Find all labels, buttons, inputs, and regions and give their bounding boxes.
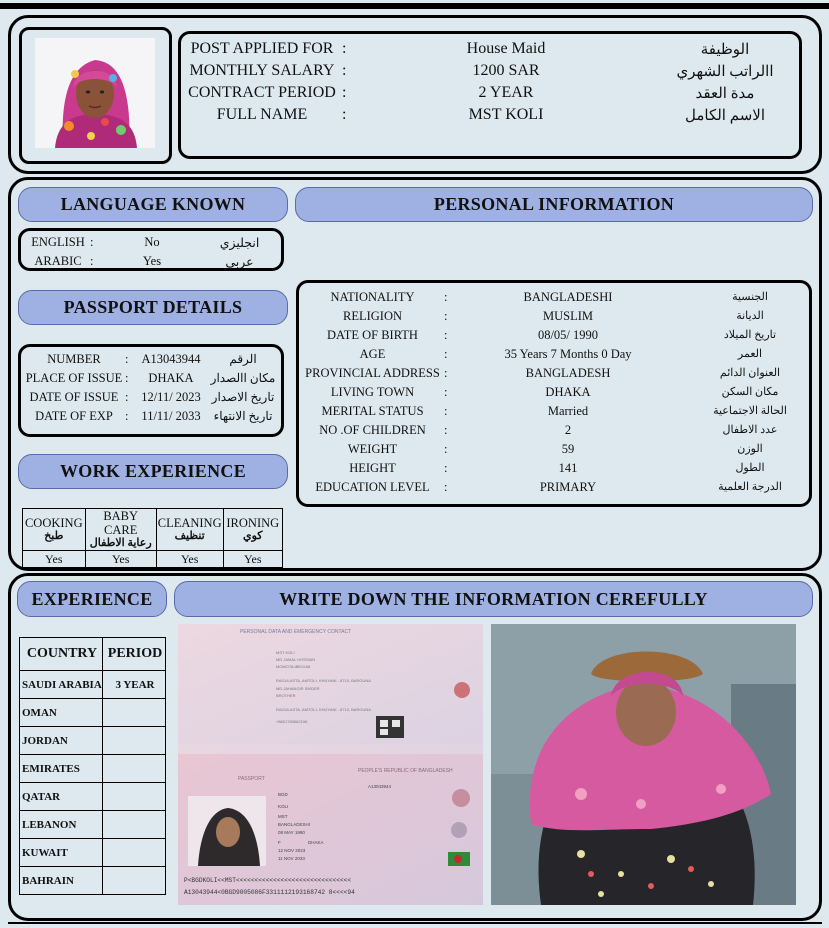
work-skill-ar: طبخ bbox=[44, 530, 64, 542]
personal-info-colon: : bbox=[444, 442, 448, 456]
personal-info-arabic: الوزن bbox=[737, 443, 763, 455]
notice-title: WRITE DOWN THE INFORMATION CEREFULLY bbox=[174, 581, 813, 617]
experience-country: EMIRATES bbox=[20, 755, 103, 783]
work-skill-header bbox=[85, 509, 156, 551]
job-info-label: POST APPLIED FOR bbox=[190, 40, 334, 57]
scan-expiry: 11 NOV 2033 bbox=[278, 856, 305, 861]
job-info-row bbox=[180, 84, 800, 104]
personal-info-colon: : bbox=[444, 423, 448, 437]
language-row bbox=[22, 254, 282, 270]
personal-info-arabic: الدرجة العلمية bbox=[718, 481, 782, 493]
scan-surname: KOLI bbox=[278, 804, 289, 809]
scan-place: DHAKA bbox=[308, 840, 324, 845]
language-row bbox=[22, 235, 282, 251]
bottom-divider bbox=[8, 922, 822, 924]
experience-country: BAHRAIN bbox=[20, 867, 103, 895]
passport-value: 12/11/ 2023 bbox=[141, 390, 201, 404]
experience-title: EXPERIENCE bbox=[17, 581, 167, 617]
passport-row bbox=[22, 371, 282, 387]
experience-period: 3 YEAR bbox=[103, 671, 166, 699]
job-info-label: MONTHLY SALARY bbox=[189, 62, 335, 79]
profile-photo bbox=[35, 38, 155, 148]
experience-row bbox=[20, 671, 166, 699]
personal-info-colon: : bbox=[444, 290, 448, 304]
personal-info-colon: : bbox=[444, 404, 448, 418]
work-skill-en: BABY CARE bbox=[103, 509, 139, 537]
passport-colon: : bbox=[125, 390, 129, 404]
job-info-arabic: االراتب الشهري bbox=[676, 64, 774, 80]
personal-info-row bbox=[300, 461, 808, 477]
personal-info-value: 141 bbox=[558, 461, 578, 475]
personal-info-value: PRIMARY bbox=[539, 480, 597, 494]
scan-top-relation: BROTHER bbox=[276, 693, 296, 698]
scan-passport-word: PASSPORT bbox=[238, 776, 265, 782]
job-info-value: MST KOLI bbox=[468, 106, 544, 123]
language-label: ENGLISH bbox=[31, 235, 85, 249]
work-skill-en: COOKING bbox=[24, 516, 83, 530]
job-info-colon: : bbox=[342, 84, 347, 101]
job-info-row bbox=[180, 40, 800, 60]
personal-info-row bbox=[300, 347, 808, 363]
personal-info-row bbox=[300, 442, 808, 458]
personal-info-arabic: الطول bbox=[735, 462, 765, 474]
experience-row bbox=[20, 867, 166, 895]
job-info-value: 2 YEAR bbox=[478, 84, 534, 101]
personal-info-row bbox=[300, 385, 808, 401]
personal-info-label: RELIGION bbox=[342, 309, 402, 323]
experience-row bbox=[20, 755, 166, 783]
personal-info-value: MUSLIM bbox=[542, 309, 593, 323]
work-skill-header bbox=[156, 509, 223, 551]
scan-mrz-line-2: A13043944<0BGD9005086F3311112193168742 8<<<<94 bbox=[184, 889, 355, 896]
personal-info-colon: : bbox=[444, 347, 448, 361]
experience-period bbox=[103, 727, 166, 755]
experience-row bbox=[20, 699, 166, 727]
personal-info-colon: : bbox=[444, 461, 448, 475]
passport-row bbox=[22, 409, 282, 425]
period-header: PERIOD bbox=[103, 638, 166, 671]
personal-info-label: MERITAL STATUS bbox=[321, 404, 424, 418]
personal-info-arabic: الجنسية bbox=[732, 291, 768, 303]
personal-info-arabic: العمر bbox=[737, 348, 763, 360]
experience-country: LEBANON bbox=[20, 811, 103, 839]
experience-row bbox=[20, 811, 166, 839]
personal-info-arabic: تاريخ الميلاد bbox=[723, 329, 777, 341]
scan-top-father: MD JAMAL HOSSAIN bbox=[276, 657, 316, 662]
passport-scan-image bbox=[178, 624, 483, 905]
personal-info-title: PERSONAL INFORMATION bbox=[295, 187, 813, 222]
language-arabic: انجليزي bbox=[219, 236, 260, 250]
personal-info-label: NO .OF CHILDREN bbox=[319, 423, 426, 437]
personal-info-label: LIVING TOWN bbox=[330, 385, 415, 399]
work-skill-value: Yes bbox=[23, 551, 86, 568]
passport-value: DHAKA bbox=[148, 371, 194, 385]
work-skill-value: Yes bbox=[223, 551, 282, 568]
passport-value: A13043944 bbox=[141, 352, 201, 366]
experience-country: QATAR bbox=[20, 783, 103, 811]
scan-country: PEOPLE'S REPUBLIC OF BANGLADESH bbox=[358, 768, 453, 774]
scan-issue: 12 NOV 2023 bbox=[278, 848, 306, 853]
passport-colon: : bbox=[125, 371, 129, 385]
personal-info-label: DATE OF BIRTH bbox=[327, 328, 418, 342]
scan-top-phone: +8801783662106 bbox=[276, 719, 308, 724]
work-skill-en: IRONING bbox=[226, 516, 280, 530]
personal-info-label: PROVINCIAL ADDRESS bbox=[305, 366, 440, 380]
passport-arabic: تاريخ الانتهاء bbox=[213, 409, 273, 423]
country-header: COUNTRY bbox=[20, 638, 103, 671]
scan-nationality: BANGLADESHI bbox=[278, 822, 311, 827]
passport-row bbox=[22, 390, 282, 406]
passport-arabic: الرقم bbox=[229, 352, 257, 366]
personal-info-value: DHAKA bbox=[545, 385, 591, 399]
experience-period bbox=[103, 867, 166, 895]
personal-info-row bbox=[300, 404, 808, 420]
experience-row bbox=[20, 839, 166, 867]
work-skill-value: Yes bbox=[85, 551, 156, 568]
full-body-photo bbox=[491, 624, 796, 905]
scan-top-header: PERSONAL DATA AND EMERGENCY CONTACT bbox=[240, 629, 352, 635]
experience-country: OMAN bbox=[20, 699, 103, 727]
scan-number: A13043944 bbox=[368, 784, 392, 789]
personal-info-row bbox=[300, 328, 808, 344]
personal-info-arabic: العنوان الدائم bbox=[719, 367, 781, 379]
personal-info-colon: : bbox=[444, 385, 448, 399]
language-colon: : bbox=[90, 254, 94, 268]
personal-info-label: AGE bbox=[359, 347, 386, 361]
work-skill-ar: رعاية الاطفال bbox=[89, 537, 152, 549]
personal-info-label: EDUCATION LEVEL bbox=[315, 480, 430, 494]
job-info-arabic: الاسم الكامل bbox=[684, 108, 765, 124]
personal-info-row bbox=[300, 423, 808, 439]
language-arabic: عربي bbox=[225, 255, 254, 269]
passport-colon: : bbox=[125, 409, 129, 423]
language-title: LANGUAGE KNOWN bbox=[18, 187, 288, 222]
experience-row bbox=[20, 783, 166, 811]
passport-colon: : bbox=[125, 352, 129, 366]
personal-info-label: WEIGHT bbox=[347, 442, 398, 456]
personal-info-row bbox=[300, 480, 808, 496]
passport-arabic: تاريخ الاصدار bbox=[211, 390, 275, 404]
scan-given: MST bbox=[278, 814, 288, 819]
experience-table bbox=[19, 637, 166, 895]
personal-info-value: 35 Years 7 Months 0 Day bbox=[504, 347, 632, 361]
work-experience-title: WORK EXPERIENCE bbox=[18, 454, 288, 489]
work-skill-ar: كوي bbox=[243, 530, 263, 542]
scan-mrz-line-1: P<BGDKOLI<<MST<<<<<<<<<<<<<<<<<<<<<<<<<<<<<<< bbox=[184, 877, 352, 884]
passport-label: DATE OF ISSUE bbox=[29, 390, 119, 404]
experience-period bbox=[103, 699, 166, 727]
personal-info-arabic: عدد الاطفال bbox=[722, 424, 778, 436]
personal-info-value: BANGLADESH bbox=[525, 366, 611, 380]
language-label: ARABIC bbox=[34, 254, 82, 268]
job-info-arabic: الوظيفة bbox=[700, 42, 750, 58]
personal-info-colon: : bbox=[444, 309, 448, 323]
experience-period bbox=[103, 839, 166, 867]
scan-top-name: MST KOLI bbox=[276, 650, 295, 655]
personal-info-label: NATIONALITY bbox=[330, 290, 415, 304]
passport-arabic: مكان االصدار bbox=[210, 371, 276, 385]
job-info-colon: : bbox=[342, 106, 347, 123]
job-info-value: House Maid bbox=[466, 40, 546, 57]
passport-value: 11/11/ 2033 bbox=[141, 409, 201, 423]
personal-info-value: BANGLADESHI bbox=[523, 290, 613, 304]
passport-label: PLACE OF ISSUE bbox=[25, 371, 123, 385]
work-skill-ar: تنظيف bbox=[174, 530, 205, 542]
job-info-row bbox=[180, 106, 800, 126]
experience-country: KUWAIT bbox=[20, 839, 103, 867]
personal-info-colon: : bbox=[444, 366, 448, 380]
scan-top-mother: MOMOTAJBEGUM bbox=[276, 664, 311, 669]
personal-info-row bbox=[300, 290, 808, 306]
scan-top-contact: MD JAHANGIR SIKDER bbox=[276, 686, 320, 691]
work-skill-value: Yes bbox=[156, 551, 223, 568]
job-info-label: CONTRACT PERIOD bbox=[188, 84, 336, 101]
passport-title: PASSPORT DETAILS bbox=[18, 290, 288, 325]
personal-info-arabic: مكان السكن bbox=[721, 386, 779, 398]
experience-period bbox=[103, 755, 166, 783]
work-skill-en: CLEANING bbox=[157, 516, 222, 530]
passport-label: DATE OF EXP bbox=[35, 409, 113, 423]
job-info-arabic: مدة العقد bbox=[695, 86, 755, 102]
passport-row bbox=[22, 352, 282, 368]
language-colon: : bbox=[90, 235, 94, 249]
personal-info-arabic: الحالة الاجتماعية bbox=[713, 405, 787, 417]
scan-sex: F bbox=[278, 840, 281, 845]
personal-info-value: 2 bbox=[564, 423, 572, 437]
work-experience-table bbox=[22, 508, 283, 568]
experience-period bbox=[103, 811, 166, 839]
job-info-colon: : bbox=[342, 62, 347, 79]
work-skill-header bbox=[23, 509, 86, 551]
personal-info-label: HEIGHT bbox=[349, 461, 396, 475]
scan-top-address-2: RAGULASTA, AMTOLI, KHUYANI - 8710, BARGUNA bbox=[276, 707, 371, 712]
personal-info-row bbox=[300, 366, 808, 382]
scan-dob: 08 MAY 1990 bbox=[278, 830, 305, 835]
scan-code: BGD bbox=[278, 792, 288, 797]
experience-period bbox=[103, 783, 166, 811]
job-info-label: FULL NAME bbox=[216, 106, 308, 123]
scan-top-address: RAGULASTA, AMTOLI, KHUYANI - 8710, BARGUNA bbox=[276, 678, 371, 683]
job-info-colon: : bbox=[342, 40, 347, 57]
personal-info-value: 08/05/ 1990 bbox=[537, 328, 599, 342]
personal-info-value: 59 bbox=[561, 442, 575, 456]
job-info-row bbox=[180, 62, 800, 82]
language-value: Yes bbox=[142, 254, 162, 268]
personal-info-colon: : bbox=[444, 480, 448, 494]
experience-country: SAUDI ARABIA bbox=[20, 671, 103, 699]
experience-row bbox=[20, 727, 166, 755]
personal-info-value: Married bbox=[547, 404, 589, 418]
personal-info-row bbox=[300, 309, 808, 325]
passport-label: NUMBER bbox=[47, 352, 101, 366]
top-border bbox=[0, 3, 829, 9]
language-value: No bbox=[144, 235, 160, 249]
personal-info-arabic: الديانة bbox=[736, 310, 764, 322]
job-info-value: 1200 SAR bbox=[472, 62, 540, 79]
experience-country: JORDAN bbox=[20, 727, 103, 755]
work-skill-header bbox=[223, 509, 282, 551]
personal-info-colon: : bbox=[444, 328, 448, 342]
